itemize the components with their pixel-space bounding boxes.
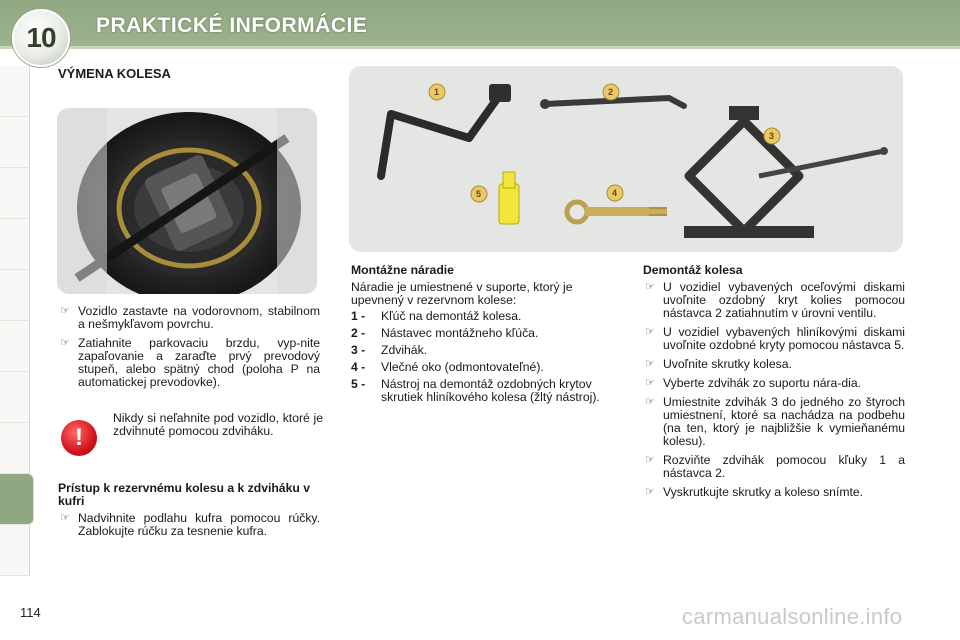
hand-pointer-icon: ☞ xyxy=(645,377,655,389)
callout-4 xyxy=(607,185,623,201)
watermark: carmanualsonline.info xyxy=(682,604,903,629)
list-item: 4 - Vlečné oko (odmontovateľné). xyxy=(351,360,544,374)
page-number: 114 xyxy=(20,605,41,620)
hand-pointer-icon: ☞ xyxy=(645,454,655,466)
chapter-tab[interactable] xyxy=(0,423,30,474)
chapter-badge: 10 xyxy=(12,9,70,67)
list-item: 1 - Kľúč na demontáž kolesa. xyxy=(351,309,522,323)
chapter-tab[interactable] xyxy=(0,270,30,321)
hand-pointer-icon: ☞ xyxy=(645,281,655,293)
tools-list xyxy=(351,310,623,408)
list-item: ☞ Uvoľnite skrutky kolesa. xyxy=(645,357,792,371)
section-title: VÝMENA KOLESA xyxy=(58,66,171,81)
chapter-tab[interactable] xyxy=(0,525,30,576)
hand-pointer-icon: ☞ xyxy=(645,326,655,338)
svg-text:4: 4 xyxy=(612,188,618,198)
chapter-tabs xyxy=(0,66,30,576)
exclamation-icon: ! xyxy=(61,420,97,456)
header-divider xyxy=(0,46,960,49)
removal-title: Demontáž kolesa xyxy=(643,263,743,277)
list-item: ☞ Nadvihnite podlahu kufra pomocou rúčky. Zablokujte rúčku za tesnenie kufra. xyxy=(60,511,320,538)
callout-5 xyxy=(471,186,487,202)
chapter-tab[interactable] xyxy=(0,117,30,168)
tools-intro: Náradie je umiestnené v suporte, ktorý je upevnený v rezervnom kolese: xyxy=(351,280,573,307)
list-item: ☞ Vozidlo zastavte na vodorovnom, stabilnom a nešmykľavom povrchu. xyxy=(60,304,320,331)
hand-pointer-icon: ☞ xyxy=(645,486,655,498)
callout-3 xyxy=(764,128,780,144)
hand-pointer-icon: ☞ xyxy=(60,512,70,524)
list-item: ☞ Vyskrutkujte skrutky a koleso snímte. xyxy=(645,485,864,499)
svg-text:5: 5 xyxy=(476,189,482,199)
svg-text:1: 1 xyxy=(434,87,440,97)
chapter-tab[interactable] xyxy=(0,168,30,219)
list-item: ☞ Vyberte zdvihák zo suportu nára-dia. xyxy=(645,376,862,390)
hand-pointer-icon: ☞ xyxy=(60,305,70,317)
list-item: 2 - Nástavec montážneho kľúča. xyxy=(351,326,539,340)
page-title: PRAKTICKÉ INFORMÁCIE xyxy=(96,14,368,37)
svg-text:2: 2 xyxy=(608,87,614,97)
warning-box xyxy=(57,410,323,465)
callout-2 xyxy=(603,84,619,100)
hand-pointer-icon: ☞ xyxy=(645,396,655,408)
callout-1 xyxy=(429,84,445,100)
hand-pointer-icon: ☞ xyxy=(60,337,70,349)
chapter-tab[interactable] xyxy=(0,321,30,372)
access-title: Prístup k rezervnému kolesu a k zdviháku v kufri xyxy=(58,481,310,508)
preparation-list xyxy=(58,305,320,395)
chapter-tab-active[interactable] xyxy=(0,474,34,525)
list-item: ☞ U vozidiel vybavených hliníkovými diskami uvoľnite ozdobné kryty pomocou nástavca 5. xyxy=(645,325,905,352)
list-item: 3 - Zdvihák. xyxy=(351,343,428,357)
list-item: ☞ Zatiahnite parkovaciu brzdu, vyp-nite zapaľovanie a zaraďte prvý prevodový stupeň, alebo spätný chod (poloha P na automatickej prevodovke). xyxy=(60,336,320,389)
hand-pointer-icon: ☞ xyxy=(645,358,655,370)
list-item: ☞ Rozviňte zdvihák pomocou kľuky 1 a nástavca 2. xyxy=(645,453,905,480)
warning-text: Nikdy si neľahnite pod vozidlo, ktoré je zdvihnuté pomocou zdviháku. xyxy=(113,411,323,438)
chapter-tab[interactable] xyxy=(0,219,30,270)
access-list xyxy=(58,512,320,544)
removal-list xyxy=(643,281,905,505)
tools-photo xyxy=(349,66,903,252)
list-item: 5 - Nástroj na demontáž ozdobných krytov skrutiek hliníkového kolesa (žltý nástroj). xyxy=(351,377,600,404)
spare-wheel-photo xyxy=(57,108,317,294)
chapter-tab[interactable] xyxy=(0,372,30,423)
tools-title: Montážne náradie xyxy=(351,263,454,277)
chapter-tab[interactable] xyxy=(0,66,30,117)
list-item: ☞ U vozidiel vybavených oceľovými diskami uvoľnite ozdobný kryt kolies pomocou nástavca 2 zatiahnutím v úrovni ventilu. xyxy=(645,280,905,320)
list-item: ☞ Umiestnite zdvihák 3 do jedného zo štyroch umiestnení, ktoré sa nachádza na podbehu (na ten, ktorý je najbližšie k vymieňanému kolesu). xyxy=(645,395,905,448)
svg-text:3: 3 xyxy=(769,131,775,141)
